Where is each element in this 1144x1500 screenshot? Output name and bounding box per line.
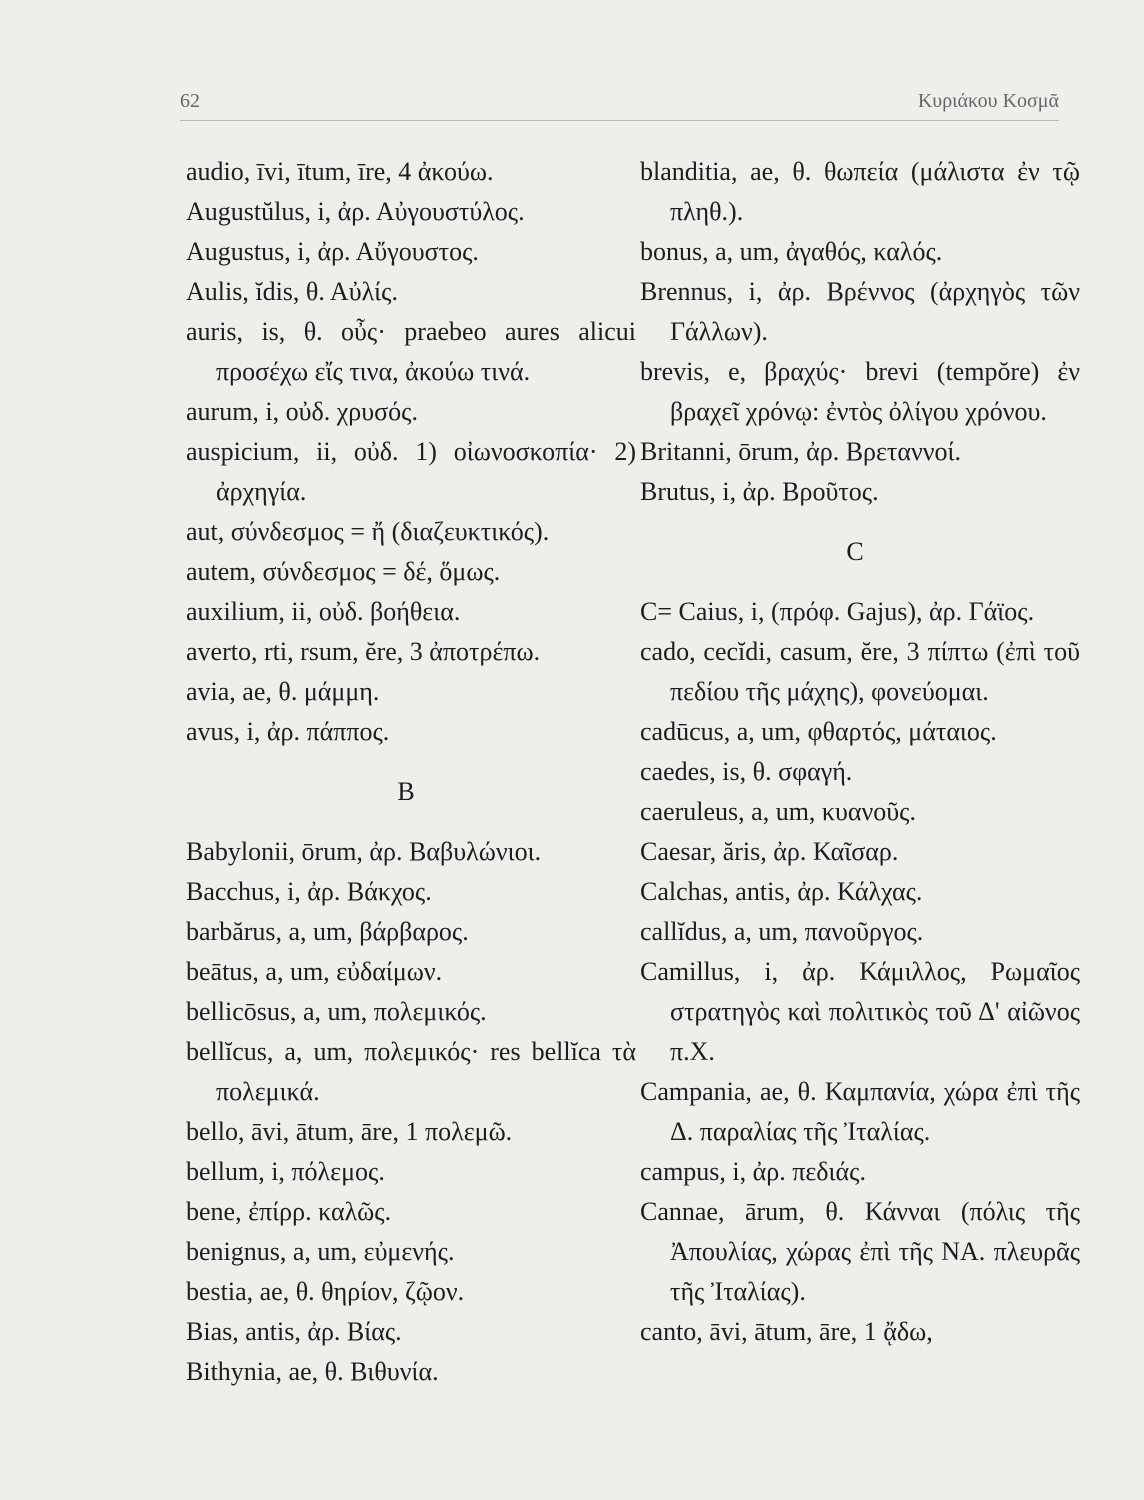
dictionary-entry: auris, is, θ. οὖς· praebeo aures alicui προσέχω εἴς τινα, ἀκούω τινά.: [186, 317, 636, 386]
dictionary-entry: benignus, a, um, εὐμενής.: [186, 1237, 455, 1266]
dictionary-entry: caeruleus, a, um, κυανοῦς.: [640, 797, 916, 826]
dictionary-entry: barbărus, a, um, βάρβαρος.: [186, 917, 469, 946]
dictionary-entry: beātus, a, um, εὐδαίμων.: [186, 957, 443, 986]
dictionary-entry: Camillus, i, ἀρ. Κάμιλλος, Ρωμαῖος στρατηγὸς καὶ πολιτικὸς τοῦ Δ' αἰῶνος π.Χ.: [640, 957, 1080, 1066]
letter-heading: B: [397, 777, 415, 806]
dictionary-entry: Campania, ae, θ. Καμπανία, χώρα ἐπὶ τῆς Δ. παραλίας τῆς Ἰταλίας.: [640, 1077, 1080, 1146]
dictionary-entry: aurum, i, οὐδ. χρυσός.: [186, 397, 418, 426]
dictionary-entry: audio, īvi, ītum, īre, 4 ἀκούω.: [186, 157, 494, 186]
dictionary-entry: autem, σύνδεσμος = δέ, ὅμως.: [186, 557, 501, 586]
dictionary-entry: auxilium, ii, οὐδ. βοήθεια.: [186, 597, 461, 626]
dictionary-entry: Augustus, i, ἀρ. Αὔγουστος.: [186, 237, 479, 266]
dictionary-entry: Caesar, ăris, ἀρ. Καῖσαρ.: [640, 837, 899, 866]
dictionary-entry: bellĭcus, a, um, πολεμικός· res bellĭca τὰ πολεμικά.: [186, 1037, 636, 1106]
dictionary-entry: Britanni, ōrum, ἀρ. Βρεταννοί.: [640, 437, 962, 466]
dictionary-entry: avia, ae, θ. μάμμη.: [186, 677, 380, 706]
dictionary-entry: cadūcus, a, um, φθαρτός, μάταιος.: [640, 717, 997, 746]
dictionary-entry: auspicium, ii, οὐδ. 1) οἰωνοσκοπία· 2) ἀρχηγία.: [186, 437, 636, 506]
dictionary-entry: avus, i, ἀρ. πάππος.: [186, 717, 390, 746]
dictionary-entry: caedes, is, θ. σφαγή.: [640, 757, 853, 786]
dictionary-entry: Aulis, ĭdis, θ. Αὐλίς.: [186, 277, 398, 306]
dictionary-entry: blanditia, ae, θ. θωπεία (μάλιστα ἐν τῷ πληθ.).: [640, 157, 1080, 226]
dictionary-entry: brevis, e, βραχύς· brevi (tempŏre) ἐν βραχεῖ χρόνῳ: ἐντὸς ὀλίγου χρόνου.: [640, 357, 1080, 426]
right-column: [640, 152, 1080, 1352]
page-header: [180, 86, 1059, 121]
dictionary-entry: averto, rti, rsum, ĕre, 3 ἀποτρέπω.: [186, 637, 541, 666]
dictionary-entry: Brennus, i, ἀρ. Βρέννος (ἀρχηγὸς τῶν Γάλλων).: [640, 277, 1080, 346]
dictionary-entry: cado, cecĭdi, casum, ĕre, 3 πίπτω (ἐπὶ τοῦ πεδίου τῆς μάχης), φονεύομαι.: [640, 637, 1080, 706]
dictionary-entry: callĭdus, a, um, πανοῦργος.: [640, 917, 924, 946]
dictionary-entry: campus, i, ἀρ. πεδιάς.: [640, 1157, 866, 1186]
left-column: [186, 152, 636, 1392]
dictionary-entry: Bacchus, i, ἀρ. Βάκχος.: [186, 877, 432, 906]
running-title: Κυριάκου Κοσμᾶ: [917, 90, 1059, 112]
dictionary-entry: aut, σύνδεσμος = ἤ (διαζευκτικός).: [186, 517, 550, 546]
dictionary-entry: Bithynia, ae, θ. Βιθυνία.: [186, 1357, 439, 1386]
dictionary-entry: Bias, antis, ἀρ. Βίας.: [186, 1317, 402, 1346]
dictionary-entry: bestia, ae, θ. θηρίον, ζῷον.: [186, 1277, 465, 1306]
page-number: 62: [180, 90, 200, 112]
dictionary-entry: canto, āvi, ātum, āre, 1 ᾄδω,: [640, 1317, 933, 1346]
dictionary-entry: Cannae, ārum, θ. Κάνναι (πόλις τῆς Ἀπουλίας, χώρας ἐπὶ τῆς ΝΑ. πλευρᾶς τῆς Ἰταλίας).: [640, 1197, 1080, 1306]
dictionary-entry: C= Caius, i, (πρόφ. Gajus), ἀρ. Γάϊος.: [640, 597, 1035, 626]
dictionary-entry: Calchas, antis, ἀρ. Κάλχας.: [640, 877, 923, 906]
dictionary-entry: Augustŭlus, i, ἀρ. Αὐγουστύλος.: [186, 197, 525, 226]
dictionary-entry: bene, ἐπίρρ. καλῶς.: [186, 1197, 392, 1226]
dictionary-entry: bellum, i, πόλεμος.: [186, 1157, 385, 1186]
dictionary-entry: bellicōsus, a, um, πολεμικός.: [186, 997, 487, 1026]
dictionary-entry: Brutus, i, ἀρ. Βροῦτος.: [640, 477, 879, 506]
dictionary-entry: bonus, a, um, ἀγαθός, καλός.: [640, 237, 943, 266]
letter-heading: C: [846, 537, 864, 566]
dictionary-entry: Babylonii, ōrum, ἀρ. Βαβυλώνιοι.: [186, 837, 542, 866]
dictionary-entry: bello, āvi, ātum, āre, 1 πολεμῶ.: [186, 1117, 513, 1146]
